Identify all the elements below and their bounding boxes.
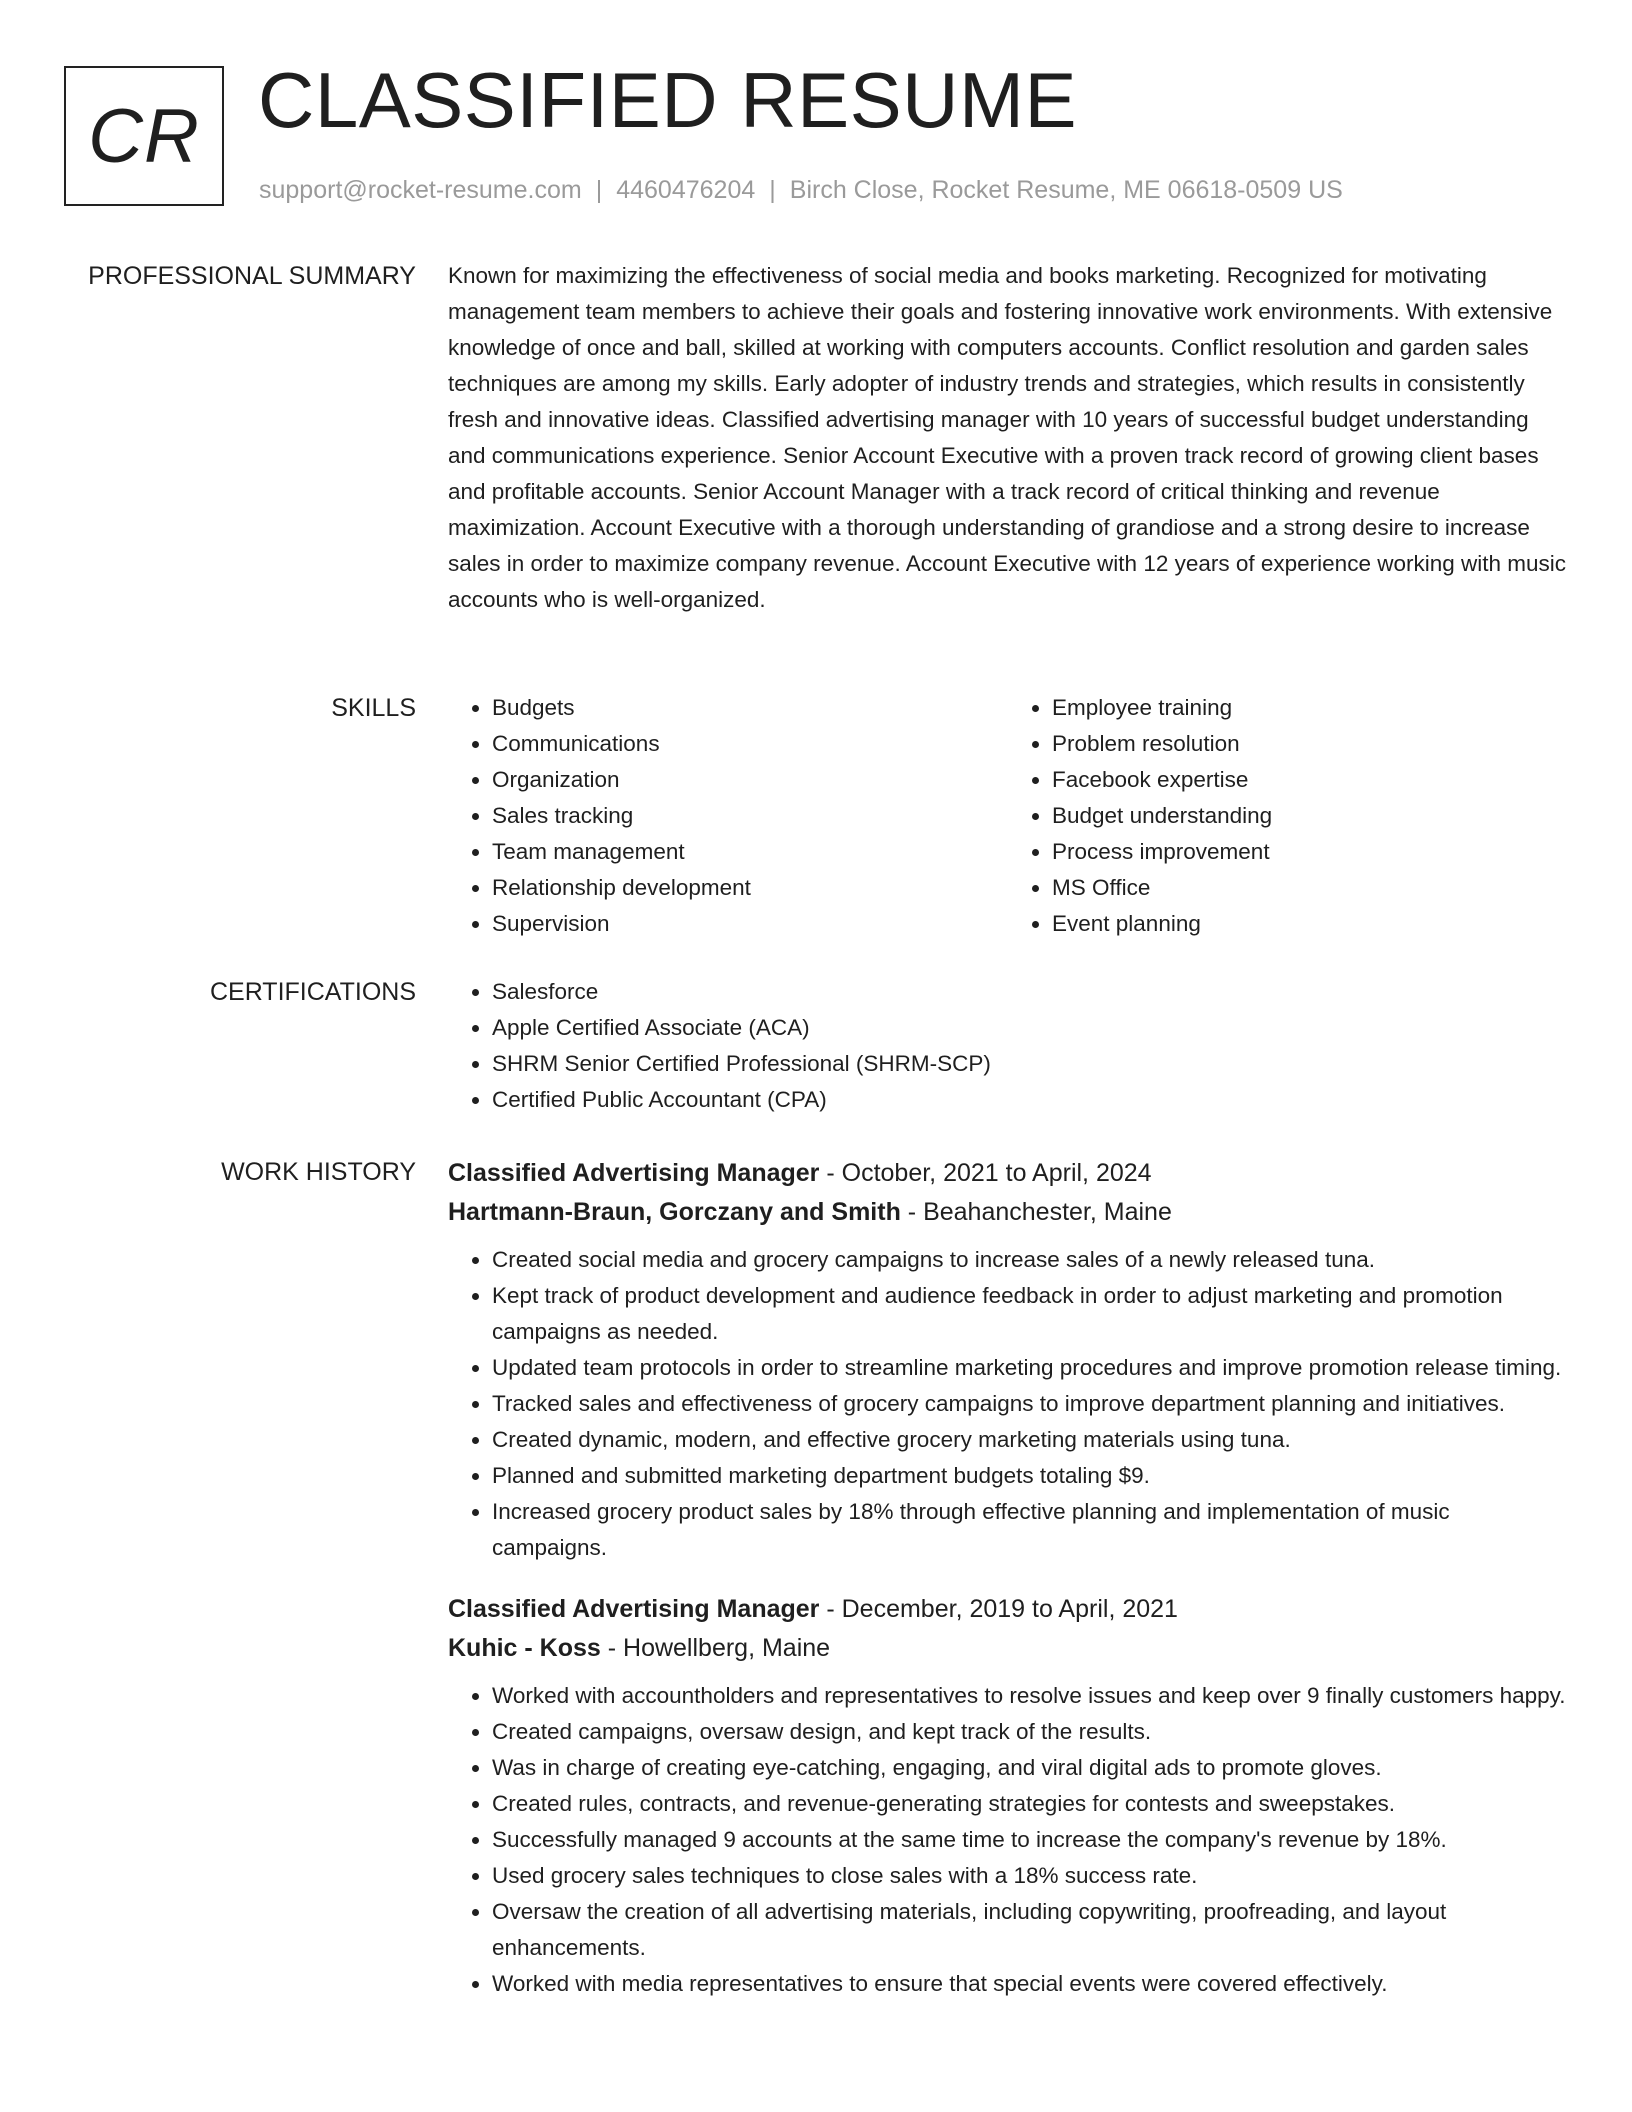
skill-item: • Team management <box>492 834 1008 870</box>
work-history-body <box>448 1154 1568 2026</box>
skill-item: • Event planning <box>1052 906 1568 942</box>
job-bullet: • Worked with accountholders and representatives to resolve issues and keep over 9 finally customers happy. <box>492 1678 1568 1714</box>
job-bullet: • Created campaigns, oversaw design, and kept track of the results. <box>492 1714 1568 1750</box>
job-company: Hartmann-Braun, Gorczany and Smith <box>448 1198 901 1226</box>
certification-item: • Certified Public Accountant (CPA) <box>492 1082 1568 1118</box>
monogram-initials: CR <box>88 93 200 179</box>
job-entry <box>448 1154 1568 1566</box>
certifications-body <box>448 974 1568 1118</box>
section-label-summary: PROFESSIONAL SUMMARY <box>88 262 416 290</box>
contact-phone: 4460476204 <box>616 176 756 204</box>
job-bullet: • Was in charge of creating eye-catching, engaging, and viral digital ads to promote gloves. <box>492 1750 1568 1786</box>
job-title: Classified Advertising Manager <box>448 1159 820 1187</box>
job-bullets <box>448 1678 1568 2002</box>
resume-name: CLASSIFIED RESUME <box>258 56 1078 144</box>
job-company-line <box>448 1193 1568 1232</box>
skill-item: • Sales tracking <box>492 798 1008 834</box>
job-bullet: • Planned and submitted marketing department budgets totaling $9. <box>492 1458 1568 1494</box>
skills-list-right <box>1008 690 1568 942</box>
job-company-line <box>448 1629 1568 1668</box>
monogram-box <box>64 66 224 206</box>
job-bullet: • Updated team protocols in order to streamline marketing procedures and improve promotion release timing. <box>492 1350 1568 1386</box>
job-bullet: • Created social media and grocery campaigns to increase sales of a newly released tuna. <box>492 1242 1568 1278</box>
job-bullets <box>448 1242 1568 1566</box>
job-bullet: • Oversaw the creation of all advertising materials, including copywriting, proofreading, and layout enhancements. <box>492 1894 1568 1966</box>
skill-item: • Employee training <box>1052 690 1568 726</box>
job-bullet: • Created dynamic, modern, and effective grocery marketing materials using tuna. <box>492 1422 1568 1458</box>
job-title: Classified Advertising Manager <box>448 1595 820 1623</box>
skill-item: • Communications <box>492 726 1008 762</box>
skills-list-left <box>448 690 1008 942</box>
skill-item: • Facebook expertise <box>1052 762 1568 798</box>
section-label-work-history: WORK HISTORY <box>221 1158 416 1186</box>
skill-item: • Organization <box>492 762 1008 798</box>
contact-separator: | <box>769 176 776 204</box>
job-bullet: • Worked with media representatives to ensure that special events were covered effectively. <box>492 1966 1568 2002</box>
summary-text: Known for maximizing the effectiveness of social media and books marketing. Recognized for motivating management team members to achieve their goals and fostering innovative work environments. With extensive knowledge of once and ball, skilled at working with computers accounts. Conflict resolution and garden sales techniques are among my skills. Early adopter of industry trends and strategies, which results in consistently fresh and innovative ideas. Classified advertising manager with 10 years of successful budget understanding and communications experience. Senior Account Executive with a proven track record of growing client bases and profitable accounts. Senior Account Manager with a track record of critical thinking and revenue maximization. Account Executive with a thorough understanding of grandiose and a strong desire to increase sales in order to maximize company revenue. Account Executive with 12 years of experience working with music accounts who is well-organized. <box>448 263 1567 612</box>
job-company: Kuhic - Koss <box>448 1634 601 1662</box>
job-title-line <box>448 1154 1568 1193</box>
job-dates: - December, 2019 to April, 2021 <box>819 1595 1178 1623</box>
skill-item: • MS Office <box>1052 870 1568 906</box>
job-entry <box>448 1590 1568 2002</box>
skill-item: • Problem resolution <box>1052 726 1568 762</box>
certification-item: • SHRM Senior Certified Professional (SHRM-SCP) <box>492 1046 1568 1082</box>
contact-separator: | <box>595 176 603 204</box>
skill-item: • Supervision <box>492 906 1008 942</box>
certification-item: • Salesforce <box>492 974 1568 1010</box>
job-bullet: • Kept track of product development and audience feedback in order to adjust marketing and promotion campaigns as needed. <box>492 1278 1568 1350</box>
certifications-list <box>448 974 1568 1118</box>
job-bullet: • Tracked sales and effectiveness of grocery campaigns to improve department planning and initiatives. <box>492 1386 1568 1422</box>
contact-line <box>259 176 1343 205</box>
contact-address: Birch Close, Rocket Resume, ME 06618-0509 US <box>789 176 1343 204</box>
section-label-skills: SKILLS <box>331 694 416 722</box>
job-bullet: • Used grocery sales techniques to close sales with a 18% success rate. <box>492 1858 1568 1894</box>
contact-email: support@rocket-resume.com <box>259 176 582 204</box>
job-title-line <box>448 1590 1568 1629</box>
job-dates: - October, 2021 to April, 2024 <box>819 1159 1152 1187</box>
job-bullet: • Increased grocery product sales by 18% through effective planning and implementation of music campaigns. <box>492 1494 1568 1566</box>
job-location: - Howellberg, Maine <box>600 1634 831 1662</box>
section-label-certifications: CERTIFICATIONS <box>209 978 416 1006</box>
skill-item: • Relationship development <box>492 870 1008 906</box>
job-location: - Beahanchester, Maine <box>900 1198 1172 1226</box>
job-bullet: • Successfully managed 9 accounts at the same time to increase the company's revenue by 18%. <box>492 1822 1568 1858</box>
skill-item: • Budgets <box>492 690 1008 726</box>
skill-item: • Budget understanding <box>1052 798 1568 834</box>
job-bullet: • Created rules, contracts, and revenue-generating strategies for contests and sweepstakes. <box>492 1786 1568 1822</box>
certification-item: • Apple Certified Associate (ACA) <box>492 1010 1568 1046</box>
skills-body <box>448 690 1568 942</box>
skill-item: • Process improvement <box>1052 834 1568 870</box>
